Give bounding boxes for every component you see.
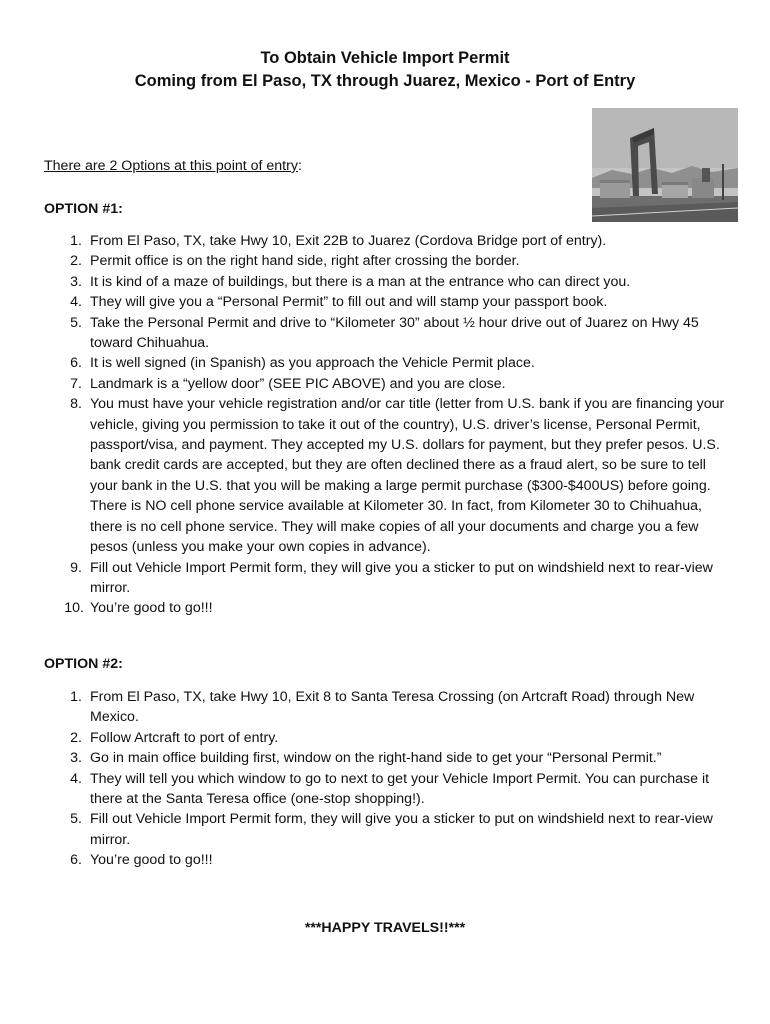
page-title: To Obtain Vehicle Import Permit bbox=[260, 49, 510, 67]
list-item-text: Permit office is on the right hand side, right after crossing the border. bbox=[90, 253, 520, 270]
list-item bbox=[44, 272, 734, 292]
list-item-number: 5. bbox=[70, 811, 82, 828]
intro-colon: : bbox=[297, 158, 302, 174]
list-item-number: 2. bbox=[70, 729, 82, 746]
list-item-number: 7. bbox=[70, 375, 82, 392]
list-item bbox=[44, 728, 734, 748]
list-item-text: It is well signed (in Spanish) as you approach the Vehicle Permit place. bbox=[90, 355, 535, 372]
list-item-number: 6. bbox=[70, 355, 82, 372]
list-item bbox=[44, 850, 734, 870]
list-item-number: 9. bbox=[70, 559, 82, 576]
list-item-number: 5. bbox=[70, 314, 82, 331]
closing-message: ***HAPPY TRAVELS!!*** bbox=[304, 920, 466, 936]
list-item-text: Fill out Vehicle Import Permit form, they will give you a sticker to put on windshield next to rear-view mirror. bbox=[90, 811, 713, 848]
list-item bbox=[44, 809, 734, 850]
list-item-text: You’re good to go!!! bbox=[90, 600, 213, 617]
list-item bbox=[44, 251, 734, 271]
list-item-text: Take the Personal Permit and drive to “Kilometer 30” about ½ hour drive out of Juarez on Hwy 45 toward Chihuahua. bbox=[90, 314, 699, 352]
list-item-number: 3. bbox=[70, 273, 82, 290]
option2-heading: OPTION #2: bbox=[44, 656, 123, 672]
list-item-text: It is kind of a maze of buildings, but there is a man at the entrance who can direct you. bbox=[90, 273, 631, 290]
landmark-photo bbox=[592, 108, 738, 222]
list-item-number: 6. bbox=[70, 852, 82, 869]
list-item bbox=[44, 687, 734, 728]
list-item-text: Go in main office building first, window on the right-hand side to get your “Personal Permit.” bbox=[90, 750, 662, 767]
option2-steps-list bbox=[44, 687, 734, 871]
list-item bbox=[44, 769, 734, 810]
list-item-number: 3. bbox=[70, 750, 82, 767]
list-item-text: Follow Artcraft to port of entry. bbox=[90, 729, 279, 746]
list-item bbox=[44, 748, 734, 768]
list-item bbox=[44, 598, 734, 618]
list-item bbox=[44, 374, 734, 394]
list-item-text: You’re good to go!!! bbox=[90, 852, 213, 869]
intro-line bbox=[44, 156, 302, 176]
list-item-text: Fill out Vehicle Import Permit form, they will give you a sticker to put on windshield next to rear-view mirror. bbox=[90, 559, 713, 596]
list-item-number: 2. bbox=[70, 253, 82, 270]
list-item-number: 8. bbox=[70, 396, 82, 413]
list-item-text: They will tell you which window to go to next to get your Vehicle Import Permit. You can purchase it there at the Santa Teresa office (one-stop shopping!). bbox=[90, 770, 710, 808]
option1-heading: OPTION #1: bbox=[44, 201, 123, 217]
list-item bbox=[44, 353, 734, 373]
list-item-text: Landmark is a “yellow door” (SEE PIC ABOVE) and you are close. bbox=[90, 375, 506, 392]
list-item-number: 10. bbox=[64, 600, 84, 617]
list-item-text: They will give you a “Personal Permit” to fill out and will stamp your passport book. bbox=[90, 294, 608, 311]
list-item bbox=[44, 558, 734, 599]
list-item-number: 4. bbox=[70, 770, 82, 787]
page-subtitle: Coming from El Paso, TX through Juarez, Mexico - Port of Entry bbox=[134, 72, 636, 90]
list-item-number: 1. bbox=[70, 689, 82, 705]
list-item-number: 1. bbox=[70, 233, 82, 249]
list-item-text: You must have your vehicle registration and/or car title (letter from U.S. bank if you are financing your vehicle, giving you permission to take it out of the country), U.S. driver’s license, Personal Permit, passport/visa, and payment. They accepted my U.S. dollars for payment, but they prefer pesos. U.S. bank credit cards are accepted, but they are often declined there as a fraud alert, so be sure to tell your bank in the U.S. that you will be making a large permit purchase ($300-$400US) before going. There is NO cell phone service available at Kilometer 30. In fact, from Kilometer 30 to Chihuahua, there is no cell phone service. They will make copies of all your documents and charge you a few pesos (unless you make your own copies in advance). bbox=[90, 396, 725, 556]
list-item-text: From El Paso, TX, take Hwy 10, Exit 8 to Santa Teresa Crossing (on Artcraft Road) through New Mexico. bbox=[90, 689, 695, 726]
option1-steps-list bbox=[44, 231, 734, 619]
list-item bbox=[44, 313, 734, 354]
list-item bbox=[44, 292, 734, 312]
intro-underlined-text: There are 2 Options at this point of entry bbox=[44, 158, 298, 174]
list-item-number: 4. bbox=[70, 294, 82, 311]
list-item bbox=[44, 394, 734, 557]
list-item-text: From El Paso, TX, take Hwy 10, Exit 22B to Juarez (Cordova Bridge port of entry). bbox=[90, 233, 607, 249]
list-item bbox=[44, 231, 734, 251]
